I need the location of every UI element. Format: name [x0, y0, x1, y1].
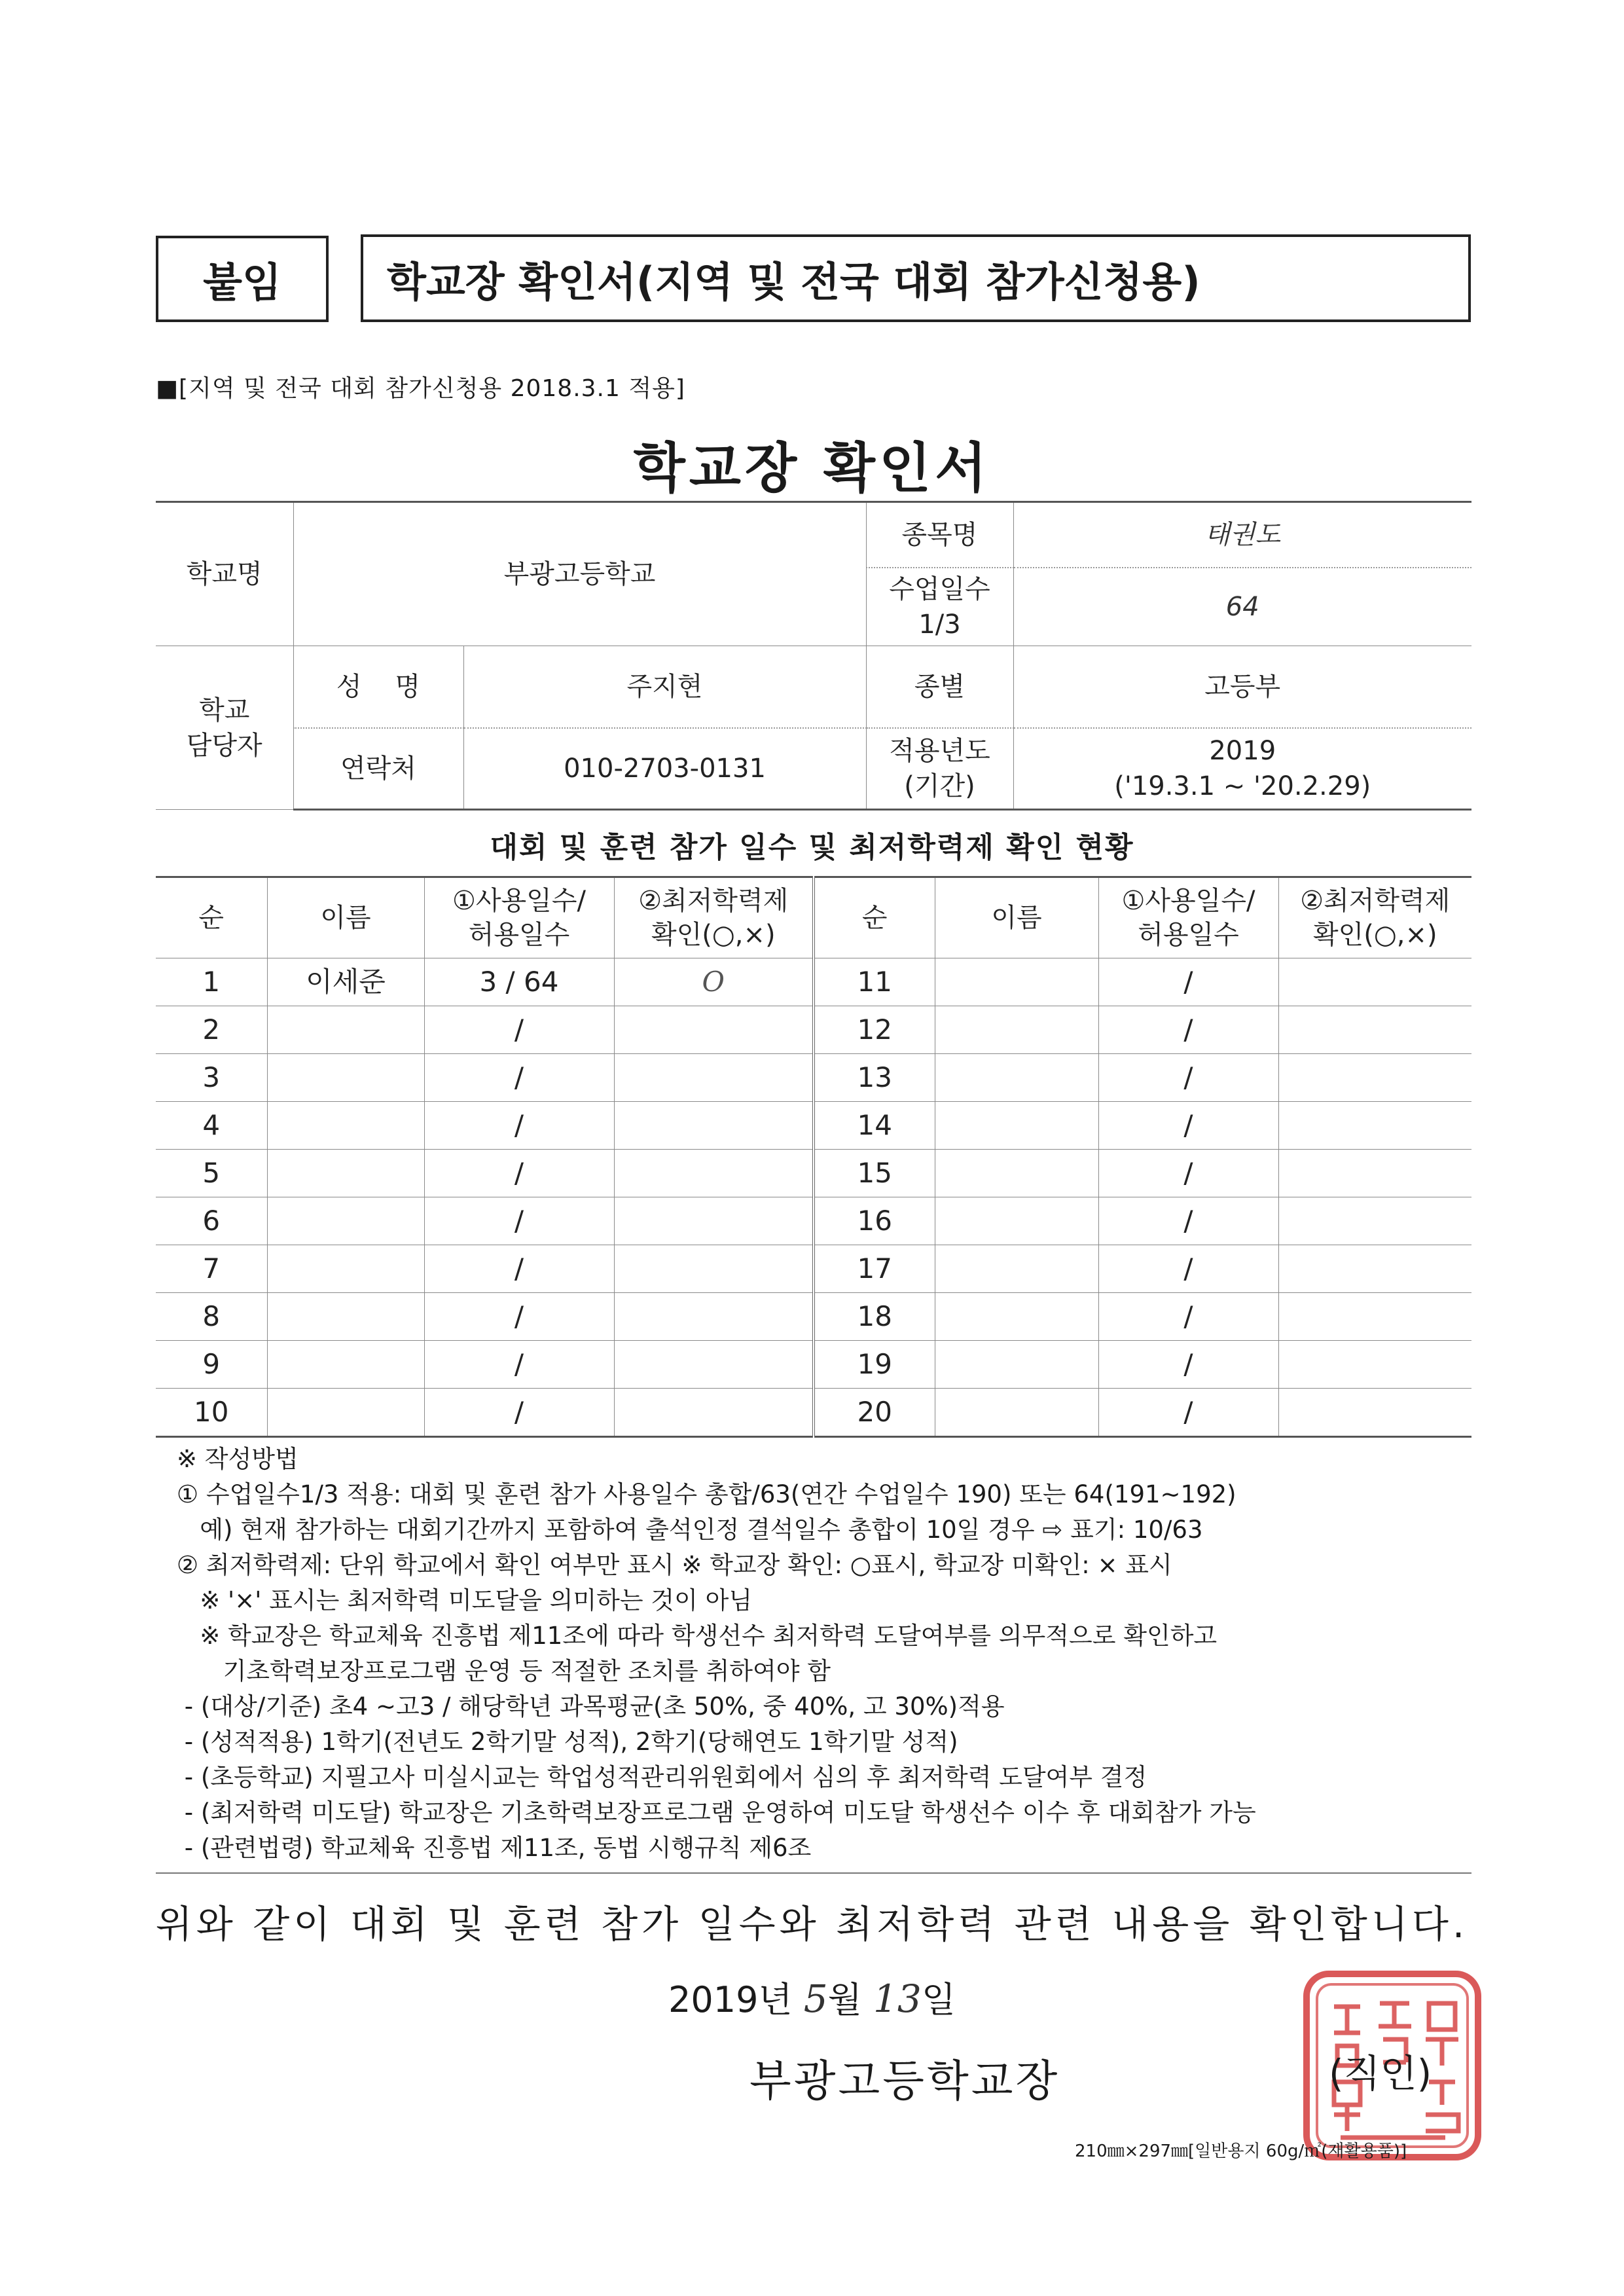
instruction-line: - (관련법령) 학교체육 진흥법 제11조, 동법 시행규칙 제6조 [177, 1834, 812, 1862]
date-month-unit: 월 [827, 1979, 862, 2020]
min-achievement-check [1278, 1102, 1471, 1150]
header-check [1278, 877, 1471, 958]
header-days-line1: ①사용일수/ [452, 886, 586, 916]
row-number: 4 [156, 1102, 267, 1150]
apply-period: ('19.3.1 ~ '20.2.29) [1114, 771, 1371, 801]
phone-label: 연락처 [293, 728, 463, 810]
student-name [935, 1389, 1098, 1437]
header-check-line1: ②최저학력제 [638, 886, 789, 916]
table-row [156, 958, 1471, 1006]
student-name [935, 1006, 1098, 1054]
class-days-value: 64 [1013, 568, 1471, 646]
table-row [156, 1150, 1471, 1197]
header-no: 순 [156, 877, 267, 958]
student-name: 이세준 [267, 958, 424, 1006]
days-used: / [424, 1150, 614, 1197]
min-achievement-check [1278, 1293, 1471, 1341]
table-row [156, 1054, 1471, 1102]
table-row [156, 1341, 1471, 1389]
row-number: 20 [814, 1389, 935, 1437]
days-used: / [424, 1197, 614, 1245]
min-achievement-check [1278, 1389, 1471, 1437]
row-number: 18 [814, 1293, 935, 1341]
school-label: 학교명 [156, 502, 293, 646]
min-achievement-check [1278, 1341, 1471, 1389]
instructions-heading: ※ 작성방법 [177, 1445, 298, 1473]
row-number: 8 [156, 1293, 267, 1341]
table-row [156, 1197, 1471, 1245]
instructions-lines [177, 1477, 1256, 1866]
table-row [156, 1102, 1471, 1150]
instruction-line: - (최저학력 미도달) 학교장은 기초학력보장프로그램 운영하여 미도달 학생선수 이수 후 대회참가 가능 [177, 1798, 1256, 1827]
days-used: / [1098, 1102, 1278, 1150]
days-used: / [1098, 1150, 1278, 1197]
header-days [1098, 877, 1278, 958]
row-number: 15 [814, 1150, 935, 1197]
min-achievement-check [1278, 1245, 1471, 1293]
header-check-line1: ②최저학력제 [1300, 886, 1451, 916]
phone-value: 010-2703-0131 [463, 728, 866, 810]
apply-year-label [866, 728, 1013, 810]
contact-label-line2: 담당자 [186, 730, 262, 761]
days-used: / [424, 1006, 614, 1054]
days-used: / [424, 1293, 614, 1341]
row-number: 5 [156, 1150, 267, 1197]
min-achievement-check [614, 1341, 814, 1389]
summary-title: 대회 및 훈련 참가 일수 및 최저학력제 확인 현황 [490, 831, 1134, 864]
min-achievement-check [1278, 958, 1471, 1006]
header-days [424, 877, 614, 958]
page-title: 학교장 확인서 [633, 437, 991, 500]
row-number: 2 [156, 1006, 267, 1054]
class-days-label [866, 568, 1013, 646]
header-no: 순 [814, 877, 935, 958]
min-achievement-check [614, 1054, 814, 1102]
header-check-line2: 확인(○,×) [1312, 920, 1437, 950]
date-day-unit: 일 [921, 1979, 956, 2020]
days-used: / [424, 1054, 614, 1102]
table-row [156, 1293, 1471, 1341]
student-name [267, 1150, 424, 1197]
instructions [177, 1442, 1256, 1866]
days-used: / [424, 1341, 614, 1389]
name-value: 주지현 [463, 646, 866, 728]
student-name [267, 1245, 424, 1293]
min-achievement-check [614, 1197, 814, 1245]
days-used: / [1098, 1006, 1278, 1054]
days-used: / [1098, 958, 1278, 1006]
min-achievement-check [1278, 1150, 1471, 1197]
instruction-line: ② 최저학력제: 단위 학교에서 확인 여부만 표시 ※ 학교장 확인: ○표시, 학교장 미확인: × 표시 [177, 1551, 1172, 1579]
apply-year-value [1013, 728, 1471, 810]
days-used: / [1098, 1245, 1278, 1293]
division-label: 종별 [866, 646, 1013, 728]
instruction-line: ① 수업일수1/3 적용: 대회 및 훈련 참가 사용일수 총합/63(연간 수업일수 190) 또는 64(191~192) [177, 1480, 1236, 1508]
student-name [267, 1102, 424, 1150]
days-used: / [1098, 1054, 1278, 1102]
table-row [156, 1389, 1471, 1437]
date-year: 2019년 [668, 1979, 793, 2020]
header-name: 이름 [935, 877, 1098, 958]
participation-rows [156, 958, 1471, 1437]
seal-label: (직인) [1329, 2051, 1432, 2096]
instruction-line: 예) 현재 참가하는 대회기간까지 포함하여 출석인정 결석일수 총합이 10일 경우 ⇨ 표기: 10/63 [177, 1516, 1203, 1544]
min-achievement-check [614, 1389, 814, 1437]
instruction-line: - (대상/기준) 초4 ~고3 / 해당학년 과목평균(초 50%, 중 40%, 고 30%)적용 [177, 1692, 1005, 1721]
student-name [267, 1054, 424, 1102]
student-name [267, 1006, 424, 1054]
row-number: 1 [156, 958, 267, 1006]
header-days-line2: 허용일수 [468, 920, 570, 950]
table-row [156, 1245, 1471, 1293]
school-value: 부광고등학교 [293, 502, 866, 646]
days-used: / [424, 1389, 614, 1437]
division-value: 고등부 [1013, 646, 1471, 728]
days-used: / [1098, 1197, 1278, 1245]
paper-spec: 210㎜×297㎜[일반용지 60g/㎡(재활용품)] [1075, 2141, 1407, 2161]
row-number: 19 [814, 1341, 935, 1389]
instruction-line: - (초등학교) 지필고사 미실시교는 학업성적관리위원회에서 심의 후 최저학력 도달여부 결정 [177, 1763, 1147, 1791]
contact-label [156, 646, 293, 810]
date-month-handwritten: 5 [803, 1977, 828, 2021]
apply-year-label-line1: 적용년도 [889, 735, 990, 766]
divider [156, 1872, 1471, 1874]
student-name [935, 1293, 1098, 1341]
min-achievement-check: O [614, 958, 814, 1006]
row-number: 14 [814, 1102, 935, 1150]
row-number: 3 [156, 1054, 267, 1102]
apply-year: 2019 [1209, 735, 1276, 766]
min-achievement-check [1278, 1006, 1471, 1054]
header-days-line1: ①사용일수/ [1121, 886, 1255, 916]
instruction-line: - (성적적용) 1학기(전년도 2학기말 성적), 2학기(당해연도 1학기말 성적) [177, 1728, 958, 1756]
attachment-label: 붙임 [203, 258, 281, 306]
student-name [935, 958, 1098, 1006]
form-heading-box [361, 234, 1471, 322]
row-number: 12 [814, 1006, 935, 1054]
min-achievement-check [614, 1293, 814, 1341]
principal-name: 부광고등학교장 [749, 2056, 1060, 2106]
days-used: / [424, 1102, 614, 1150]
row-number: 9 [156, 1341, 267, 1389]
row-number: 7 [156, 1245, 267, 1293]
apply-year-label-line2: (기간) [904, 771, 975, 801]
student-name [935, 1102, 1098, 1150]
header-name: 이름 [267, 877, 424, 958]
row-number: 11 [814, 958, 935, 1006]
confirmation-statement: 위와 같이 대회 및 훈련 참가 일수와 최저학력 관련 내용을 확인합니다. [155, 1902, 1469, 1946]
student-name [935, 1197, 1098, 1245]
event-label: 종목명 [866, 502, 1013, 568]
event-value: 태권도 [1013, 502, 1471, 568]
min-achievement-check [1278, 1054, 1471, 1102]
min-achievement-check [614, 1102, 814, 1150]
attachment-label-box [156, 236, 329, 322]
participation-table [156, 876, 1471, 1438]
row-number: 17 [814, 1245, 935, 1293]
days-used: 3 / 64 [424, 958, 614, 1006]
min-achievement-check [614, 1150, 814, 1197]
name-label: 성 명 [293, 646, 463, 728]
instruction-line: ※ '×' 표시는 최저학력 미도달을 의미하는 것이 아님 [177, 1586, 753, 1614]
class-days-label-line2: 1/3 [918, 609, 961, 640]
student-name [267, 1389, 424, 1437]
student-name [935, 1054, 1098, 1102]
date-day-handwritten: 13 [873, 1977, 922, 2021]
min-achievement-check [614, 1245, 814, 1293]
row-number: 16 [814, 1197, 935, 1245]
row-number: 13 [814, 1054, 935, 1102]
days-used: / [424, 1245, 614, 1293]
contact-label-line1: 학교 [199, 695, 250, 725]
form-heading: 학교장 확인서(지역 및 전국 대회 참가신청용) [387, 257, 1200, 306]
row-number: 10 [156, 1389, 267, 1437]
days-used: / [1098, 1341, 1278, 1389]
table-row [156, 1006, 1471, 1054]
class-days-label-line1: 수업일수 [889, 574, 990, 604]
row-number: 6 [156, 1197, 267, 1245]
header-days-line2: 허용일수 [1138, 920, 1239, 950]
student-name [935, 1245, 1098, 1293]
instruction-line: 기초학력보장프로그램 운영 등 적절한 조치를 취하여야 함 [177, 1657, 831, 1685]
student-name [267, 1197, 424, 1245]
header-check-line2: 확인(○,×) [651, 920, 776, 950]
student-name [935, 1341, 1098, 1389]
student-name [267, 1341, 424, 1389]
info-table [156, 501, 1471, 811]
student-name [935, 1150, 1098, 1197]
min-achievement-check [1278, 1197, 1471, 1245]
application-note: ■[지역 및 전국 대회 참가신청용 2018.3.1 적용] [156, 375, 685, 402]
days-used: / [1098, 1293, 1278, 1341]
header-check [614, 877, 814, 958]
min-achievement-check [614, 1006, 814, 1054]
student-name [267, 1293, 424, 1341]
days-used: / [1098, 1389, 1278, 1437]
instruction-line: ※ 학교장은 학교체육 진흥법 제11조에 따라 학생선수 최저학력 도달여부를 의무적으로 확인하고 [177, 1622, 1218, 1650]
